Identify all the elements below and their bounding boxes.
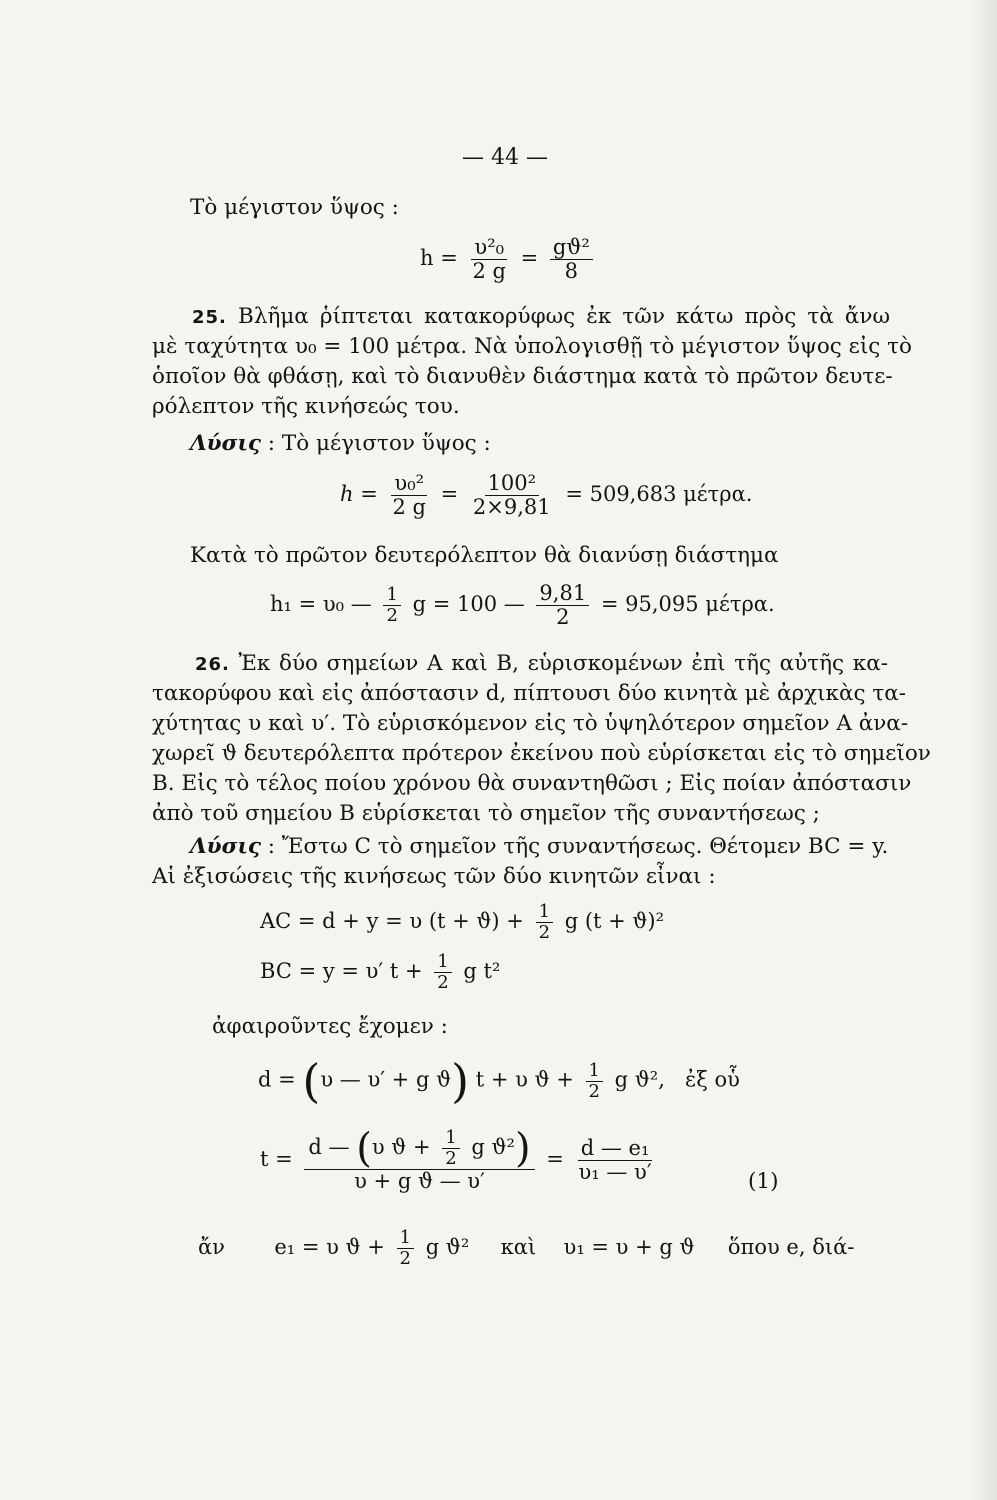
problem-number: 26. xyxy=(195,654,230,675)
distance-text: Κατὰ τὸ πρῶτον δευτερόλεπτον θὰ διανύσῃ διάστημα xyxy=(190,543,779,568)
page-number: — 44 — xyxy=(462,145,548,170)
problem-26-line-5: Β. Εἰς τὸ τέλος ποίου χρόνου θὰ συναντηθῶσι ; Εἰς ποίαν ἀπόστασιν xyxy=(152,771,912,796)
fraction: $\frac{\text{100²}}{2\times 9,81}$ xyxy=(472,471,551,520)
right-paren: ) xyxy=(451,1054,470,1108)
main-numerator: d — (υ ϑ + $\frac{1}{2}$ g ϑ²) xyxy=(304,1128,534,1170)
problem-25-line-3: ὁποῖον θὰ φθάσῃ, καὶ τὸ διανυθὲν διάστημα κατὰ τὸ πρῶτον δευτε- xyxy=(152,364,893,389)
problem-25-line-1: 25. Βλῆμα ῥίπτεται κατακορύφως ἐκ τῶν κάτω πρὸς τὰ ἄνω xyxy=(192,304,891,329)
left-paren: ( xyxy=(302,1054,321,1108)
equation-distance: h₁ = υ₀ — $\frac{1}{2}$ g = 100 — $\frac{9,81}{2}$ = 95,095 μέτρα. xyxy=(270,581,775,630)
problem-26-line-2: τακορύφου καὶ εἰς ἀπόστασιν d, πίπτουσι δύο κινητὰ μὲ ἀρχικὰς τα- xyxy=(152,681,907,706)
solution-26-line-2: Αἱ ἐξισώσεις τῆς κινήσεως τῶν δύο κινητῶν εἶναι : xyxy=(152,864,716,889)
fraction: $\frac{1}{2}$ xyxy=(536,902,553,943)
problem-26-line-3: χύτητας υ καὶ υ′. Τὸ εὑρισκόμενον εἰς τὸ ὑψηλότερον σημεῖον Α ἀνα- xyxy=(152,711,909,736)
problem-25-line-2: μὲ ταχύτητα υ₀ = 100 μέτρα. Νὰ ὑπολογισθῇ τὸ μέγιστον ὕψος εἰς τὸ xyxy=(152,334,912,359)
solution-25: Λύσις : Τὸ μέγιστον ὕψος : xyxy=(190,431,491,456)
fraction: $\frac{1}{2}$ xyxy=(442,1128,459,1169)
subtract-text: ἀφαιροῦντες ἔχομεν : xyxy=(212,1014,448,1039)
left-paren: ( xyxy=(356,1125,372,1172)
fraction-main: d — (υ ϑ + $\frac{1}{2}$ g ϑ²) υ + g ϑ — υ′ xyxy=(304,1128,534,1193)
formula-max-height: h = $\frac{\text{υ²₀}}{2 g}$ = $\frac{\text{gϑ²}}{8}$ xyxy=(420,236,598,283)
equation-definitions: ἄν e₁ = υ ϑ + $\frac{1}{2}$ g ϑ² καὶ υ₁ = υ + g ϑ ὅπου e, διά- xyxy=(198,1227,855,1269)
solution-label: Λύσις xyxy=(190,431,261,456)
right-paren: ) xyxy=(514,1125,531,1172)
problem-26-line-1: 26. Ἐκ δύο σημείων Α καὶ Β, εὑρισκομένων ἐπὶ τῆς αὐτῆς κα- xyxy=(195,651,888,676)
equation-label: (1) xyxy=(748,1169,779,1194)
fraction: $\frac{\text{υ²₀}}{2 g}$ xyxy=(472,235,506,284)
equation-ac: AC = d + y = υ (t + ϑ) + $\frac{1}{2}$ g (t + ϑ)² xyxy=(260,901,665,943)
fraction: $\frac{1}{2}$ xyxy=(586,1061,603,1102)
fraction: $\frac{1}{2}$ xyxy=(434,952,451,993)
equation-height: h = $\frac{\text{υ₀²}}{2 g}$ = $\frac{\text{100²}}{2\times 9,81}$ = 509,683 μέτρα. xyxy=(340,471,753,520)
page-edge-shadow xyxy=(971,0,997,1500)
fraction: $\frac{\text{d — e₁}}{\text{υ₁ — υ′}}$ xyxy=(578,1135,652,1184)
problem-26-line-4: χωρεῖ ϑ δευτερόλεπτα πρότερον ἐκείνου ποὺ εὑρίσκεται εἰς τὸ σημεῖον xyxy=(152,741,931,766)
fraction: $\frac{1}{2}$ xyxy=(397,1228,414,1269)
solution-label: Λύσις xyxy=(190,834,261,859)
fraction: $\frac{\text{gϑ²}}{8}$ xyxy=(550,236,593,283)
problem-25-line-4: ρόλεπτον τῆς κινήσεώς του. xyxy=(152,394,460,419)
problem-26-line-6: ἀπὸ τοῦ σημείου Β εὑρίσκεται τὸ σημεῖον τῆς συναντήσεως ; xyxy=(152,801,820,826)
fraction: $\frac{1}{2}$ xyxy=(383,585,400,626)
equation-bc: BC = y = υ′ t + $\frac{1}{2}$ g t² xyxy=(260,951,501,993)
fraction: $\frac{9,81}{2}$ xyxy=(536,582,589,629)
max-height-label: Τὸ μέγιστον ὕψος : xyxy=(190,195,399,220)
problem-number: 25. xyxy=(192,307,227,328)
fraction: $\frac{\text{υ₀²}}{2 g}$ xyxy=(392,471,426,520)
equation-d: d = (υ — υ′ + g ϑ) t + υ ϑ + $\frac{1}{2}$ g ϑ², ἐξ οὗ xyxy=(258,1054,740,1108)
solution-26: Λύσις : Ἔστω C τὸ σημεῖον τῆς συναντήσεως. Θέτομεν BC = y. xyxy=(190,834,889,859)
equation-t: t = d — (υ ϑ + $\frac{1}{2}$ g ϑ²) υ + g ϑ — υ′ = $\frac{\text{d — e₁}}{\text{υ₁ — υ′}}$ xyxy=(260,1128,660,1193)
